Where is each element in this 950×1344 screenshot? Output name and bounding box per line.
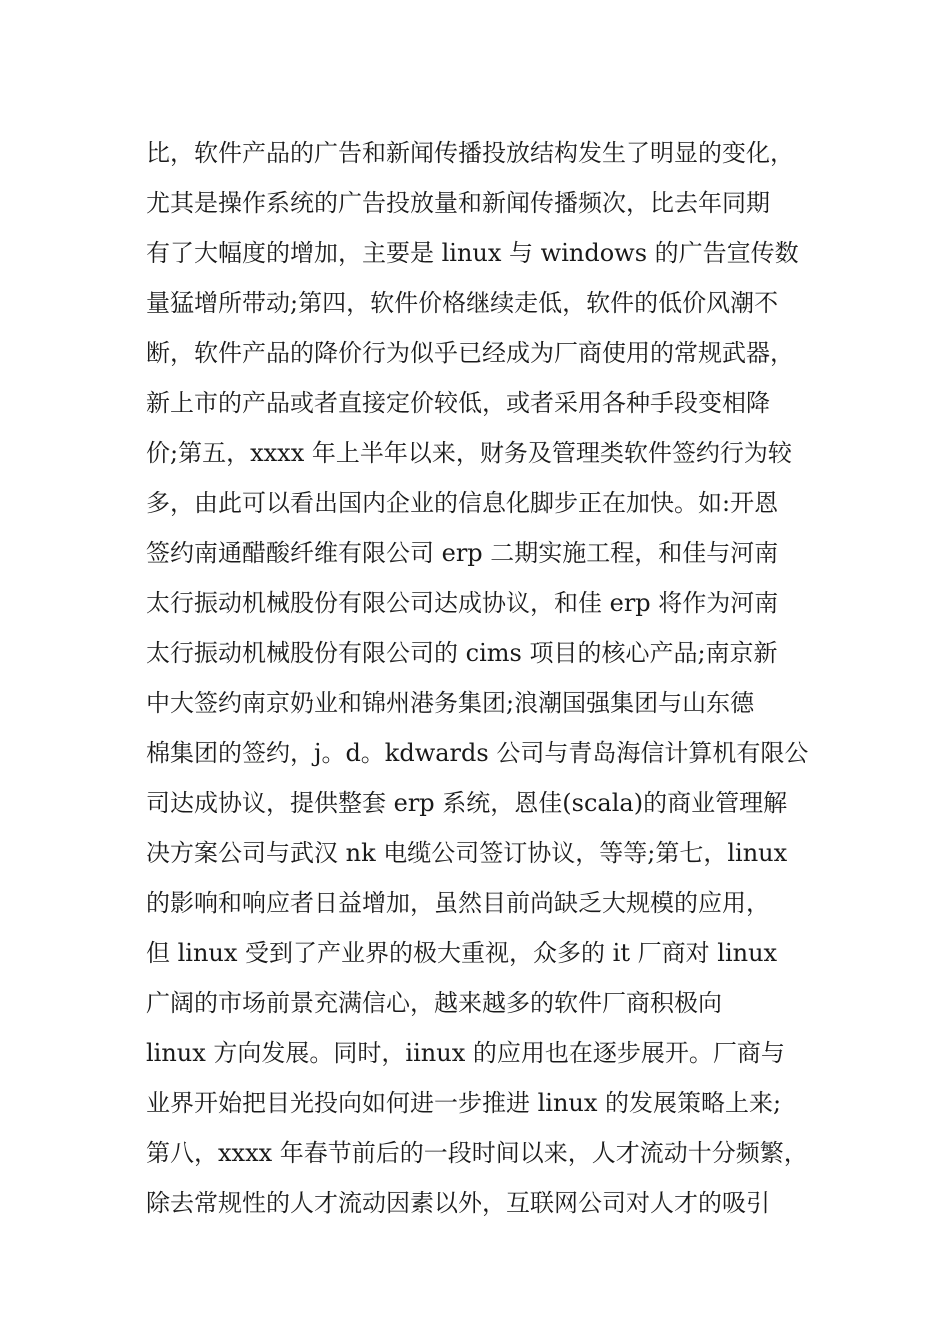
text-line: 新上市的产品或者直接定价较低，或者采用各种手段变相降 bbox=[146, 389, 770, 417]
text-line: 价;第五，xxxx 年上半年以来，财务及管理类软件签约行为较 bbox=[146, 439, 792, 467]
text-line: 比，软件产品的广告和新闻传播投放结构发生了明显的变化， bbox=[146, 139, 794, 167]
text-line: 棉集团的签约，j。d。kdwards 公司与青岛海信计算机有限公 bbox=[146, 739, 809, 767]
text-line: 的影响和响应者日益增加，虽然目前尚缺乏大规模的应用， bbox=[146, 889, 770, 917]
text-line: 断，软件产品的降价行为似乎已经成为厂商使用的常规武器， bbox=[146, 339, 794, 367]
text-line: 除去常规性的人才流动因素以外，互联网公司对人才的吸引 bbox=[146, 1189, 770, 1217]
text-line: 第八，xxxx 年春节前后的一段时间以来，人才流动十分频繁， bbox=[146, 1139, 808, 1167]
text-line: 中大签约南京奶业和锦州港务集团;浪潮国强集团与山东德 bbox=[146, 689, 755, 717]
text-line: 尤其是操作系统的广告投放量和新闻传播频次，比去年同期 bbox=[146, 189, 770, 217]
text-line: 签约南通醋酸纤维有限公司 erp 二期实施工程，和佳与河南 bbox=[146, 539, 779, 567]
body-text bbox=[146, 128, 826, 1228]
text-line: 业界开始把目光投向如何进一步推进 linux 的发展策略上来; bbox=[146, 1089, 782, 1117]
text-line: 广阔的市场前景充满信心，越来越多的软件厂商积极向 bbox=[146, 989, 722, 1017]
text-line: 决方案公司与武汉 nk 电缆公司签订协议，等等;第七，linux bbox=[146, 839, 788, 867]
text-line: 量猛增所带动;第四，软件价格继续走低，软件的低价风潮不 bbox=[146, 289, 779, 317]
text-line: 有了大幅度的增加，主要是 linux 与 windows 的广告宣传数 bbox=[146, 239, 799, 267]
text-line: 司达成协议，提供整套 erp 系统，恩佳(scala)的商业管理解 bbox=[146, 789, 788, 817]
text-line: linux 方向发展。同时，iinux 的应用也在逐步展开。厂商与 bbox=[146, 1039, 785, 1067]
text-line: 太行振动机械股份有限公司的 cims 项目的核心产品;南京新 bbox=[146, 639, 778, 667]
text-line: 但 linux 受到了产业界的极大重视，众多的 it 厂商对 linux bbox=[146, 939, 778, 967]
text-line: 太行振动机械股份有限公司达成协议，和佳 erp 将作为河南 bbox=[146, 589, 779, 617]
text-line: 多，由此可以看出国内企业的信息化脚步正在加快。如:开恩 bbox=[146, 489, 779, 517]
